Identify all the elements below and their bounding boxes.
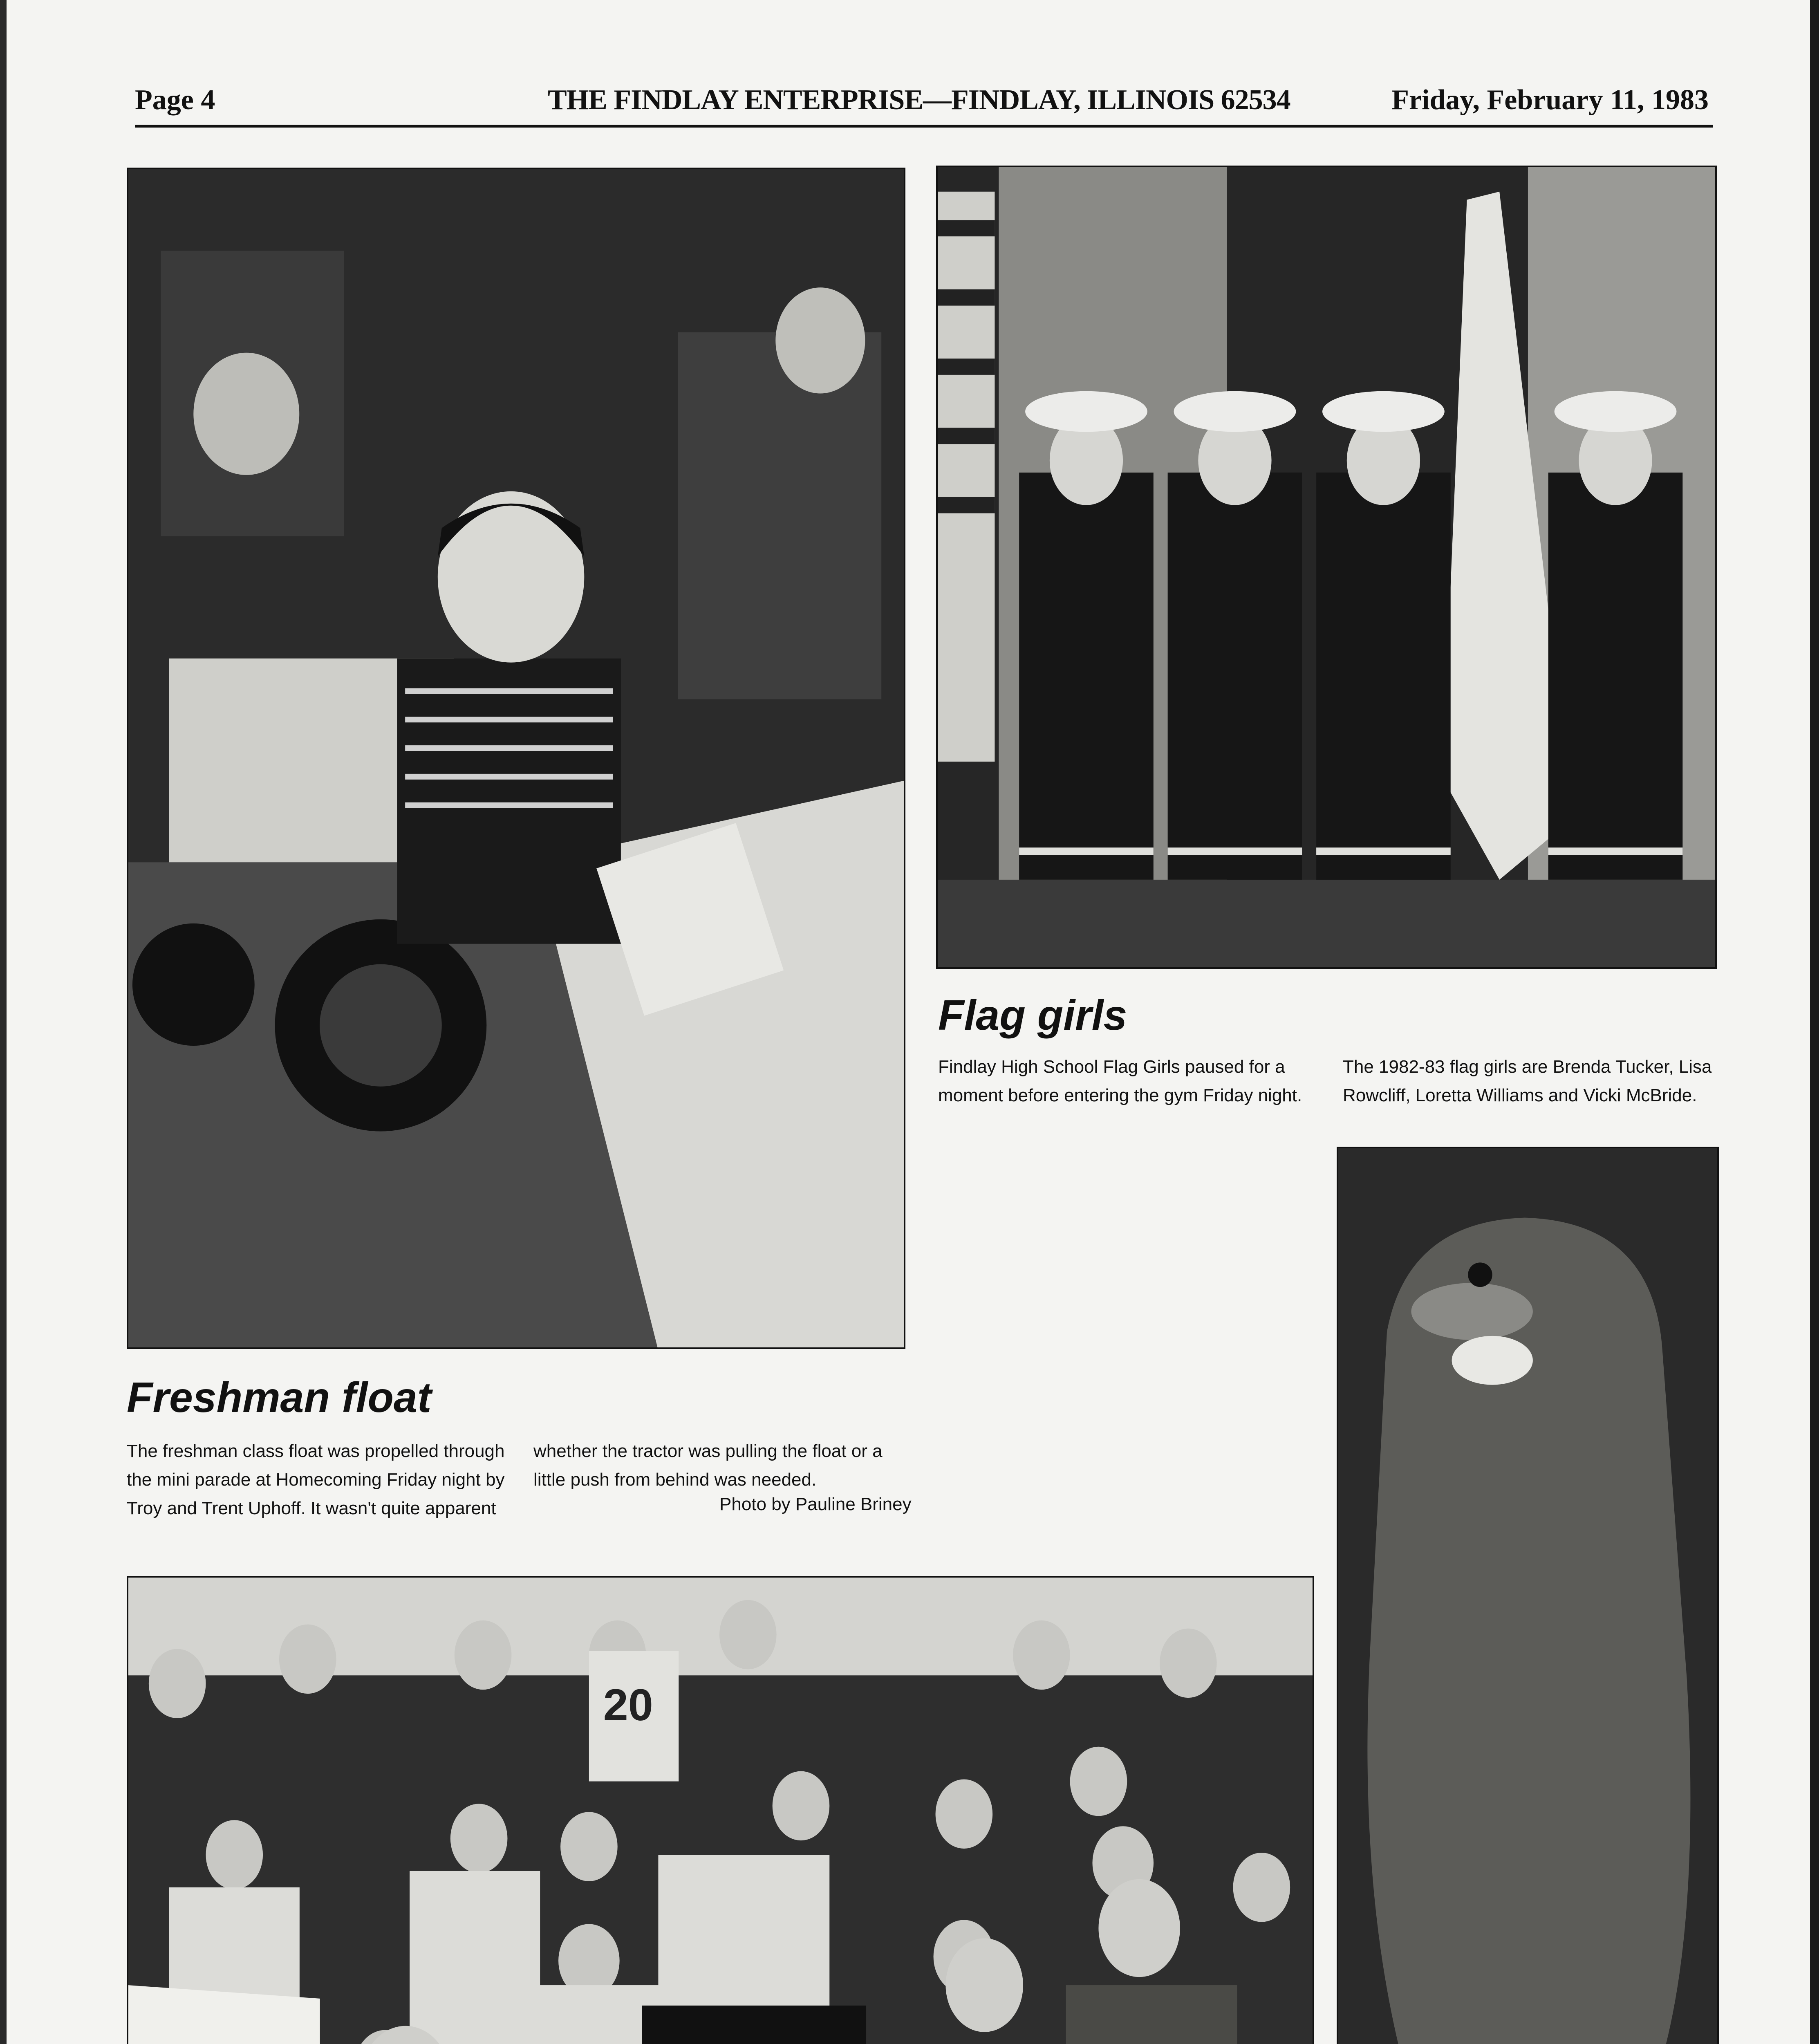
flag-girls-caption-col2: The 1982-83 flag girls are Brenda Tucker, Lisa Rowcliff, Loretta Williams and Vicki McBride. <box>1343 1057 1712 1105</box>
header-rule <box>135 125 1713 128</box>
freshman-float-caption-col2: whether the tractor was pulling the float or a little push from behind was needed. <box>533 1441 883 1490</box>
flag-girls-headline: Flag girls <box>938 992 1127 1039</box>
freshman-float-headline: Freshman float <box>127 1374 432 1421</box>
scan-edge-right <box>1810 0 1819 2044</box>
page-number: Page 4 <box>135 84 215 116</box>
issue-date: Friday, February 11, 1983 <box>1391 84 1709 116</box>
freshman-float-photo-credit: Photo by Pauline Briney <box>719 1494 912 1514</box>
pep-band-photo <box>127 1576 1314 2044</box>
flag-girls-photo <box>936 166 1717 969</box>
flag-girls-caption-col1: Findlay High School Flag Girls paused for a moment before entering the gym Friday night. <box>938 1057 1302 1105</box>
jersey-number: 20 <box>603 1680 653 1730</box>
masthead: THE FINDLAY ENTERPRISE—FINDLAY, ILLINOIS 62534 <box>548 84 1290 116</box>
page-header <box>135 84 1709 125</box>
mascot-photo <box>1337 1147 1719 2044</box>
scan-edge-left <box>0 0 7 2044</box>
freshman-float-caption-col1: The freshman class float was propelled through the mini parade at Homecoming Friday night by Troy and Trent Uphoff. It wasn't quite apparent <box>127 1441 505 1518</box>
freshman-float-photo <box>127 168 905 1349</box>
